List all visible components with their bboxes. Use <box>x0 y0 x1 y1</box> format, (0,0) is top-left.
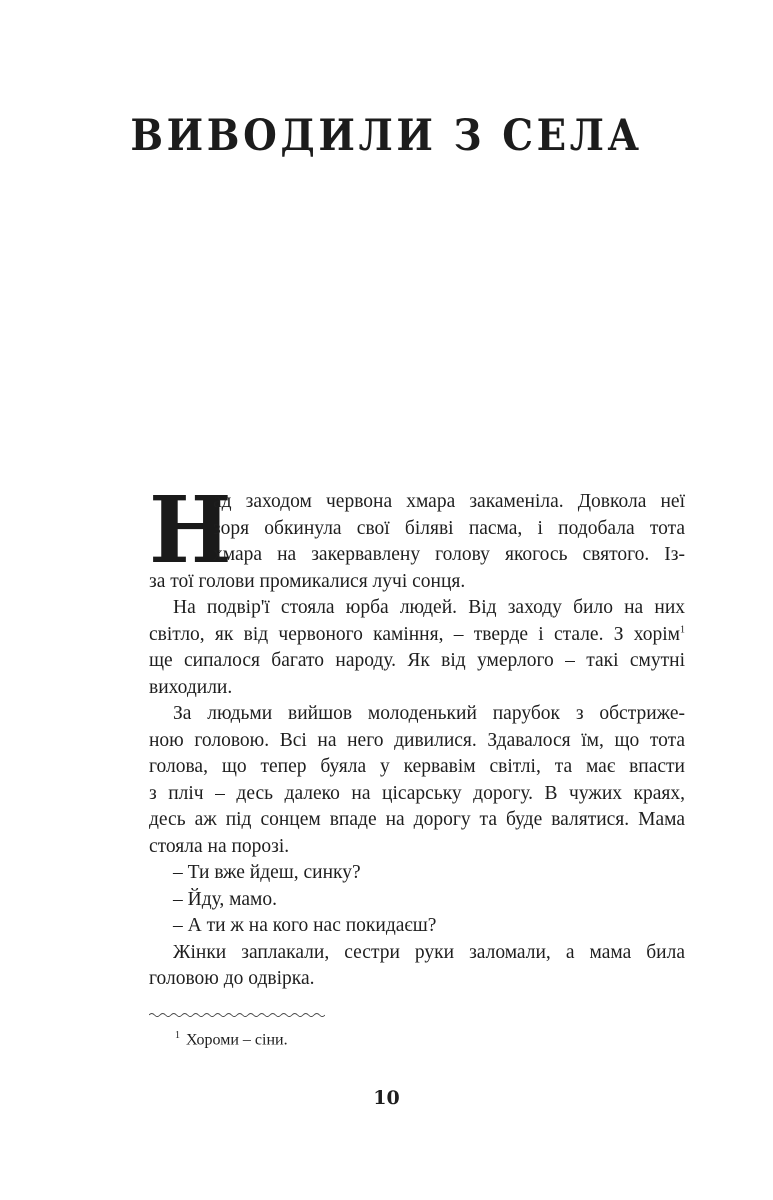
page-number: 10 <box>373 1087 400 1109</box>
text-line: стояла на порозі. <box>149 835 290 857</box>
footnote <box>175 1025 288 1051</box>
text-line: За людьми вийшов молоденький парубок з обстриже- <box>173 703 685 724</box>
text-line: за тої голови промикалися лучі сонця. <box>149 570 466 592</box>
dialogue-line: – Йду, мамо. <box>173 888 278 910</box>
text-line: ною головою. Всі на него дивилися. Здавалося їм, що тота <box>149 729 685 751</box>
text-line: з пліч – десь далеко на цісарську дорогу. В чужих краях, <box>149 782 685 804</box>
text-line <box>149 621 685 648</box>
drop-cap: Н <box>149 476 232 584</box>
chapter-title: ВИВОДИЛИ З СЕЛА <box>130 111 643 161</box>
dialogue-line: – А ти ж на кого нас покидаєш? <box>173 915 437 936</box>
text-line: ад заходом червона хмара закаменіла. Довкола неї <box>213 491 685 512</box>
text-fragment: світло, як від червоного каміння, – тверде і стале. З хорім <box>149 623 680 645</box>
footnote-text: Хороми – сіни. <box>186 1031 288 1049</box>
text-line: Жінки заплакали, сестри руки заломали, а мама била <box>173 941 685 963</box>
text-line: зоря обкинула свої біляві пасма, і подобала тота <box>213 517 685 539</box>
text-line: виходили. <box>149 676 233 698</box>
text-line: десь аж під сонцем впаде на дорогу та буде валятися. Мама <box>149 809 685 830</box>
dialogue-line: – Ти вже йдеш, синку? <box>173 862 361 883</box>
text-line: ще сипалося багато народу. Як від умерлого – такі смутні <box>149 650 685 671</box>
footnote-separator <box>149 1012 325 1018</box>
text-line: голова, що тепер буяла у кервавім світлі, та має впасти <box>149 756 685 777</box>
footnote-number: 1 <box>175 1030 180 1041</box>
text-line: хмара на закервавлену голову якогось святого. Із- <box>213 544 685 565</box>
text-line: головою до одвірка. <box>149 968 315 989</box>
footnote-reference[interactable]: 1 <box>680 624 685 635</box>
text-line: На подвір'ї стояла юрба людей. Від заходу било на них <box>173 597 685 618</box>
